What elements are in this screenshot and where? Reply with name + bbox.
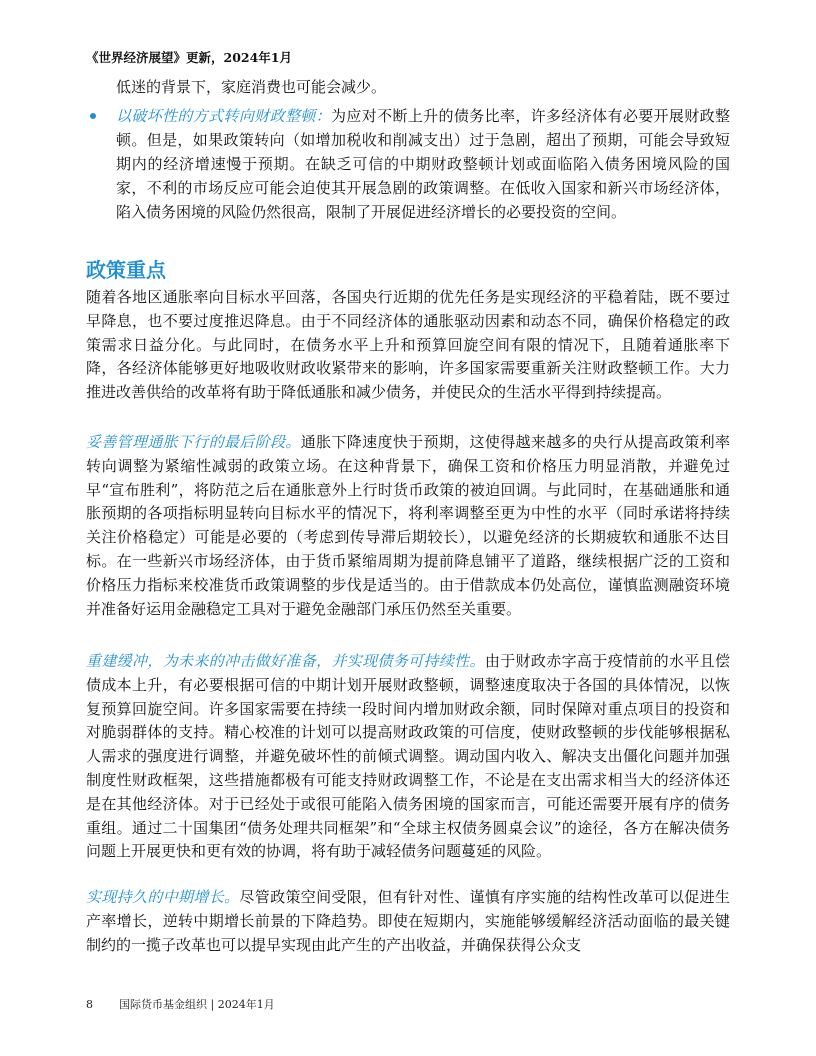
paragraph-lead: 重建缓冲，为未来的冲击做好准备，并实现债务可持续性。 <box>86 652 485 670</box>
paragraph-growth <box>86 886 730 957</box>
continuation-text: 低迷的背景下，家庭消费也可能会减少。 <box>116 78 387 96</box>
section-title: 政策重点 <box>86 258 166 282</box>
running-header: 《世界经济展望》更新，2024年1月 <box>86 50 292 65</box>
bullet-dot-icon <box>90 113 96 119</box>
paragraph-body: 尽管政策空间受限，但有针对性、谨慎有序实施的结构性改革可以促进生产率增长，逆转中期增长前景的下降趋势。即使在短期内，实施能够缓解经济活动面临的最关键制约的一揽子改革也可以提早实现由此产生的产出收益，并确保获得公众支 <box>86 888 730 954</box>
paragraph-lead: 妥善管理通胀下行的最后阶段。 <box>86 433 301 451</box>
paragraph-lead: 实现持久的中期增长。 <box>86 888 240 906</box>
bullet-lead: 以破坏性的方式转向财政整顿： <box>116 107 332 125</box>
bullet-item <box>116 104 730 224</box>
paragraph-buffers <box>86 650 730 864</box>
page-number: 8 <box>86 998 93 1011</box>
paragraph-inflation <box>86 431 730 621</box>
bullet-text: 为应对不断上升的债务比率，许多经济体有必要开展财政整顿。但是，如果政策转向（如增加税收和削减支出）过于急剧，超出了预期，可能会导致短期内的经济增速慢于预期。在缺乏可信的中期财政整顿计划或面临陷入债务困境风险的国家，不利的市场反应可能会迫使其开展急剧的政策调整。在低收入国家和新兴市场经济体，陷入债务困境的风险仍然很高，限制了开展促进经济增长的必要投资的空间。 <box>116 107 730 221</box>
paragraph-body: 由于财政赤字高于疫情前的水平且偿债成本上升，有必要根据可信的中期计划开展财政整顿，调整速度取决于各国的具体情况，以恢复预算回旋空间。许多国家需要在持续一段时间内增加财政余额，同时保障对重点项目的投资和对脆弱群体的支持。精心校准的计划可以提高财政政策的可信度，使财政整顿的步伐能够根据私人需求的强度进行调整，并避免破坏性的前倾式调整。调动国内收入、解决支出僵化问题并加强制度性财政框架，这些措施都极有可能支持财政调整工作，不论是在支出需求相当大的经济体还是在其他经济体。对于已经处于或很可能陷入债务困境的国家而言，可能还需要开展有序的债务重组。通过二十国集团“债务处理共同框架”和“全球主权债务圆桌会议”的途径，各方在解决债务问题上开展更快和更有效的协调，将有助于减轻债务问题蔓延的风险。 <box>86 652 730 861</box>
page-footer <box>86 996 275 1012</box>
footer-source: 国际货币基金组织 | 2024年1月 <box>119 998 275 1011</box>
paragraph-intro: 随着各地区通胀率向目标水平回落，各国央行近期的优先任务是实现经济的平稳着陆，既不要过早降息，也不要过度推迟降息。由于不同经济体的通胀驱动因素和动态不同，确保价格稳定的政策需求日益分化。与此同时，在债务水平上升和预算回旋空间有限的情况下，且随着通胀率下降，各经济体能够更好地吸收财政收紧带来的影响，许多国家需要重新关注财政整顿工作。大力推进改善供给的改革将有助于降低通胀和减少债务，并使民众的生活水平得到持续提高。 <box>86 288 730 402</box>
paragraph-body: 通胀下降速度快于预期，这使得越来越多的央行从提高政策利率转向调整为紧缩性减弱的政策立场。在这种背景下，确保工资和价格压力明显消散，并避免过早“宣布胜利”，将防范之后在通胀意外上行时货币政策的被迫回调。与此同时，在基础通胀和通胀预期的各项指标明显转向目标水平的情况下，将利率调整至更为中性的水平（同时承诺将持续关注价格稳定）可能是必要的（考虑到传导滞后期较长），以避免经济的长期疲软和通胀不达目标。在一些新兴市场经济体，由于货币紧缩周期为提前降息铺平了道路，继续根据广泛的工资和价格压力指标来校准货币政策调整的步伐是适当的。由于借款成本仍处高位，谨慎监测融资环境并准备好运用金融稳定工具对于避免金融部门承压仍然至关重要。 <box>86 433 730 618</box>
